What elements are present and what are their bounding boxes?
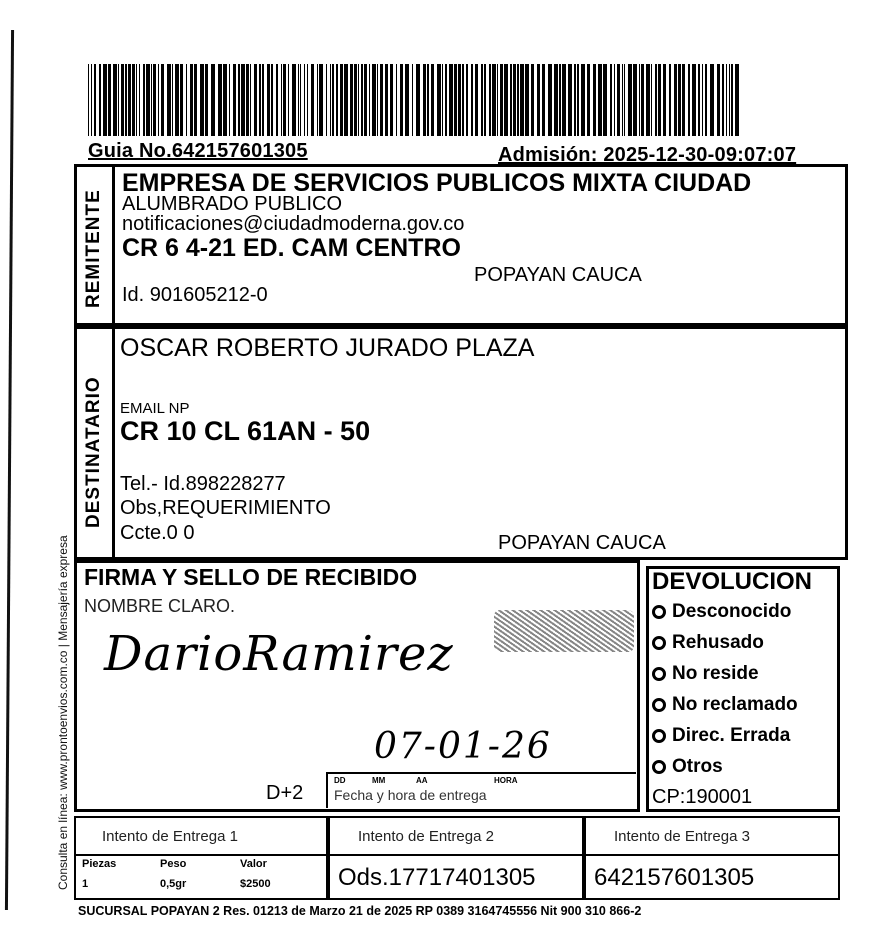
barcode-bar <box>326 64 327 136</box>
barcode-bar <box>132 64 135 136</box>
date-label-hora: HORA <box>494 776 518 785</box>
barcode-bar <box>190 64 193 136</box>
barcode-bar <box>218 64 222 136</box>
barcode-bar <box>484 64 486 136</box>
barcode-bar <box>340 64 343 136</box>
barcode-bar <box>722 64 724 136</box>
sender-city: POPAYAN CAUCA <box>474 264 642 286</box>
barcode-bar <box>330 64 331 136</box>
paper-edge <box>5 30 14 910</box>
barcode-bar <box>336 64 338 136</box>
ods-number: Ods.17717401305 <box>338 864 536 891</box>
side-note: Consulta en línea: www.prontoenvios.com.co | Mensajería expresa <box>56 535 70 890</box>
barcode-bar <box>99 64 101 136</box>
pieces-value: 1 <box>82 878 89 890</box>
barcode-bar <box>622 64 623 136</box>
date-label-aa: AA <box>416 776 428 785</box>
barcode-bar <box>205 64 208 136</box>
barcode-bar <box>113 64 117 136</box>
barcode-bar <box>688 64 690 136</box>
barcode-bar <box>108 64 111 136</box>
barcode-bar <box>405 64 409 136</box>
barcode-bar <box>500 64 503 136</box>
barcode-bar <box>186 64 187 136</box>
barcode-bar <box>593 64 596 136</box>
barcode-bar <box>610 64 612 136</box>
barcode-bar <box>161 64 164 136</box>
barcode-bar <box>332 64 334 136</box>
barcode-bar <box>492 64 496 136</box>
barcode-bar <box>581 64 585 136</box>
barcode-bar <box>354 64 357 136</box>
return-option-direc-errada[interactable]: Direc. Errada <box>652 720 798 751</box>
delivery-term: D+2 <box>266 782 304 804</box>
barcode-bar <box>377 64 378 136</box>
barcode-bar <box>311 64 314 136</box>
barcode-bar <box>300 64 301 136</box>
sender-info <box>122 171 751 261</box>
barcode-bar <box>678 64 681 136</box>
barcode-bar <box>250 64 251 136</box>
barcode-bar <box>364 64 367 136</box>
barcode-bar <box>449 64 453 136</box>
barcode-bar <box>520 64 524 136</box>
barcode-bar <box>458 64 461 136</box>
sender-name: EMPRESA DE SERVICIOS PUBLICOS MIXTA CIUDAD <box>122 169 752 197</box>
barcode-bar <box>537 64 540 136</box>
sender-label: REMITENTE <box>83 189 104 308</box>
barcode-bar <box>267 64 270 136</box>
barcode-bar <box>369 64 370 136</box>
barcode-bar <box>510 64 512 136</box>
recipient-ccte: Ccte.0 0 <box>120 522 195 544</box>
barcode-bar <box>454 64 457 136</box>
barcode-bar <box>431 64 434 136</box>
barcode-bar <box>136 64 137 136</box>
barcode-bar <box>146 64 150 136</box>
barcode-bar <box>624 64 625 136</box>
barcode-bar <box>466 64 468 136</box>
barcode <box>88 64 740 136</box>
return-option-rehusado[interactable]: Rehusado <box>652 627 798 658</box>
barcode-bar <box>175 64 179 136</box>
weight-header: Peso <box>160 858 187 870</box>
barcode-bar <box>726 64 727 136</box>
sender-divider <box>112 164 115 326</box>
barcode-bar <box>304 64 305 136</box>
recipient-divider <box>112 326 115 560</box>
barcode-bar <box>396 64 397 136</box>
barcode-bar <box>229 64 230 136</box>
barcode-bar <box>617 64 620 136</box>
barcode-bar <box>735 64 739 136</box>
barcode-bar <box>211 64 215 136</box>
barcode-bar <box>682 64 685 136</box>
radio-circle-icon <box>652 667 666 681</box>
barcode-bar <box>427 64 429 136</box>
receipt-subtitle: NOMBRE CLARO. <box>84 596 236 616</box>
barcode-bar <box>462 64 464 136</box>
barcode-bar <box>276 64 278 136</box>
recipient-address: CR 10 CL 61AN - 50 <box>120 416 371 446</box>
barcode-bar <box>139 64 140 136</box>
barcode-bar <box>416 64 420 136</box>
weight-value: 0,5gr <box>160 878 187 890</box>
barcode-bar <box>562 64 566 136</box>
barcode-bar <box>307 64 308 136</box>
barcode-bar <box>628 64 632 136</box>
barcode-bar <box>633 64 637 136</box>
barcode-bar <box>400 64 403 136</box>
barcode-bar <box>663 64 666 136</box>
guide-number-cell <box>584 854 840 900</box>
barcode-bar <box>587 64 590 136</box>
return-option-otros[interactable]: Otros <box>652 751 798 782</box>
barcode-bar <box>710 64 714 136</box>
barcode-bar <box>298 64 299 136</box>
return-postal-code: CP:190001 <box>652 786 753 808</box>
barcode-bar <box>91 64 92 136</box>
barcode-bar <box>674 64 677 136</box>
radio-circle-icon <box>652 729 666 743</box>
barcode-bar <box>385 64 388 136</box>
sender-id: Id. 901605212-0 <box>122 284 268 306</box>
barcode-bar <box>153 64 156 136</box>
barcode-bar <box>350 64 353 136</box>
attempt-3-cell <box>584 816 840 856</box>
barcode-bar <box>698 64 700 136</box>
barcode-bar <box>380 64 383 136</box>
barcode-bar <box>614 64 615 136</box>
barcode-bar <box>254 64 257 136</box>
barcode-bar <box>489 64 491 136</box>
barcode-bar <box>574 64 576 136</box>
guide-number: Guia No.642157601305 <box>88 140 308 162</box>
barcode-bar <box>262 64 264 136</box>
barcode-bar <box>437 64 441 136</box>
barcode-bar <box>103 64 107 136</box>
barcode-bar <box>731 64 733 136</box>
barcode-bar <box>246 64 249 136</box>
recipient-label: DESTINATARIO <box>83 376 104 528</box>
barcode-bar <box>475 64 478 136</box>
pieces-header: Piezas <box>82 858 117 870</box>
date-caption: Fecha y hora de entrega <box>334 787 487 803</box>
barcode-bar <box>259 64 261 136</box>
barcode-bar <box>481 64 483 136</box>
barcode-bar <box>651 64 652 136</box>
return-option-desconocido[interactable]: Desconocido <box>652 596 798 627</box>
recipient-tel-id: Tel.- Id.898228277 <box>120 473 286 495</box>
recipient-city: POPAYAN CAUCA <box>498 532 666 554</box>
barcode-bar <box>238 64 240 136</box>
barcode-bar <box>559 64 561 136</box>
barcode-bar <box>548 64 552 136</box>
barcode-bar <box>655 64 657 136</box>
barcode-bar <box>281 64 282 136</box>
return-option-no-reclamado[interactable]: No reclamado <box>652 689 798 720</box>
radio-circle-icon <box>652 636 666 650</box>
stamp-mark <box>494 610 634 652</box>
return-options <box>652 596 798 782</box>
barcode-bar <box>390 64 393 136</box>
barcode-bar <box>471 64 473 136</box>
barcode-bar <box>143 64 145 136</box>
barcode-bar <box>658 64 661 136</box>
barcode-bar <box>241 64 245 136</box>
barcode-bar <box>646 64 650 136</box>
barcode-bar <box>497 64 498 136</box>
admission-datetime: Admisión: 2025-12-30-09:07:07 <box>498 144 797 166</box>
barcode-bar <box>88 64 89 136</box>
barcode-bar <box>194 64 197 136</box>
receipt-title: FIRMA Y SELLO DE RECIBIDO <box>84 564 418 590</box>
barcode-bar <box>283 64 286 136</box>
barcode-bar <box>358 64 359 136</box>
radio-circle-icon <box>652 698 666 712</box>
handwritten-date: 07-01-26 <box>374 726 552 767</box>
barcode-bar <box>729 64 730 136</box>
barcode-bar <box>128 64 131 136</box>
barcode-bar <box>94 64 96 136</box>
recipient-name: OSCAR ROBERTO JURADO PLAZA <box>120 334 535 362</box>
ods-cell <box>328 854 584 900</box>
barcode-bar <box>180 64 183 136</box>
barcode-bar <box>717 64 720 136</box>
barcode-bar <box>233 64 236 136</box>
barcode-bar <box>344 64 348 136</box>
attempt-2-cell <box>328 816 584 856</box>
attempt-1-cell <box>74 816 328 856</box>
date-label-dd: DD <box>334 776 346 785</box>
barcode-bar <box>603 64 607 136</box>
barcode-bar <box>692 64 696 136</box>
barcode-bar <box>372 64 376 136</box>
barcode-bar <box>292 64 296 136</box>
sender-name-line2: ALUMBRADO PUBLICO <box>122 193 343 215</box>
barcode-bar <box>577 64 579 136</box>
barcode-bar <box>271 64 273 136</box>
barcode-bar <box>669 64 671 136</box>
barcode-bar <box>151 64 152 136</box>
recipient-email-note: EMAIL NP <box>120 400 190 417</box>
barcode-bar <box>172 64 173 136</box>
handwritten-name: DarioRamirez <box>104 626 454 682</box>
barcode-bar <box>158 64 159 136</box>
sender-address: CR 6 4-21 ED. CAM CENTRO <box>122 234 461 262</box>
barcode-bar <box>442 64 443 136</box>
delivery-datetime-box <box>326 772 636 808</box>
attempt-1-label: Intento de Entrega 1 <box>102 828 238 845</box>
barcode-bar <box>423 64 426 136</box>
barcode-bar <box>288 64 289 136</box>
barcode-bar <box>641 64 644 136</box>
barcode-bar <box>125 64 127 136</box>
barcode-bar <box>121 64 124 136</box>
barcode-bar <box>517 64 519 136</box>
barcode-bar <box>639 64 640 136</box>
return-title: DEVOLUCION <box>652 568 813 595</box>
barcode-bar <box>319 64 323 136</box>
barcode-bar <box>568 64 572 136</box>
barcode-bar <box>598 64 602 136</box>
guide-number-bottom: 642157601305 <box>594 864 755 891</box>
barcode-bar <box>504 64 508 136</box>
barcode-bar <box>361 64 363 136</box>
barcode-bar <box>513 64 516 136</box>
barcode-bar <box>525 64 529 136</box>
barcode-bar <box>167 64 171 136</box>
barcode-bar <box>702 64 703 136</box>
barcode-bar <box>705 64 707 136</box>
radio-circle-icon <box>652 760 666 774</box>
footer-text: SUCURSAL POPAYAN 2 Res. 01213 de Marzo 21 de 2025 RP 0389 3164745556 Nit 900 310 866-2 <box>78 904 642 918</box>
barcode-bar <box>445 64 447 136</box>
barcode-bar <box>200 64 204 136</box>
barcode-bar <box>412 64 413 136</box>
date-label-mm: MM <box>372 776 386 785</box>
barcode-bar <box>542 64 545 136</box>
value-value: $2500 <box>240 878 271 890</box>
return-option-no-reside[interactable]: No reside <box>652 658 798 689</box>
attempt-3-label: Intento de Entrega 3 <box>614 828 750 845</box>
barcode-bar <box>531 64 534 136</box>
barcode-bar <box>554 64 558 136</box>
barcode-bar <box>317 64 318 136</box>
recipient-obs: Obs,REQUERIMIENTO <box>120 497 331 519</box>
barcode-bar <box>223 64 227 136</box>
radio-circle-icon <box>652 605 666 619</box>
barcode-bar <box>118 64 119 136</box>
sender-email: notificaciones@ciudadmoderna.gov.co <box>122 213 465 235</box>
value-header: Valor <box>240 858 267 870</box>
package-cell <box>74 854 328 900</box>
attempt-2-label: Intento de Entrega 2 <box>358 828 494 845</box>
